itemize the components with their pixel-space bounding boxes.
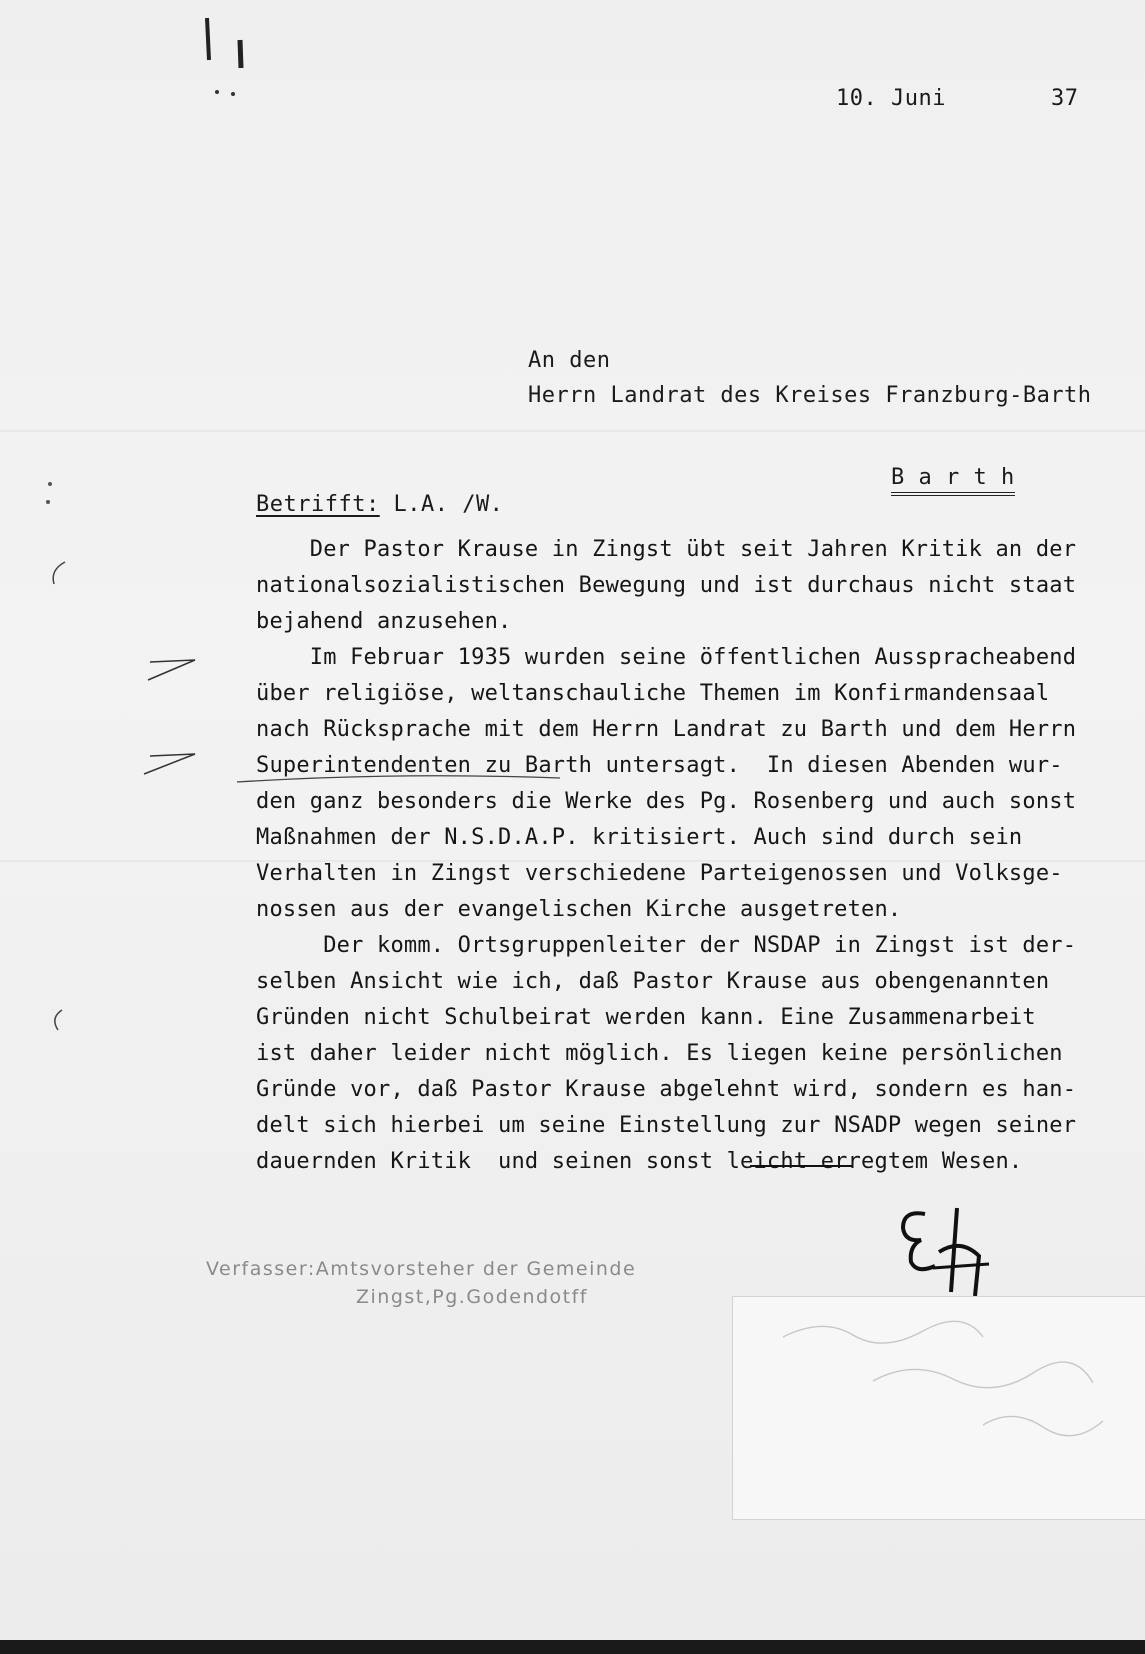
pasted-note: [732, 1296, 1145, 1520]
punch-marks: [195, 12, 255, 102]
body-line: Verhalten in Zingst verschiedene Parteigenossen und Volksge-: [256, 861, 1063, 886]
subject-ref: L.A. /W.: [393, 492, 504, 517]
body-line: bejahend anzusehen.: [256, 609, 512, 634]
author-stamp-line-1: Verfasser:Amtsvorsteher der Gemeinde: [206, 1258, 637, 1280]
body-line: Gründen nicht Schulbeirat werden kann. Eine Zusammenarbeit: [256, 1005, 1036, 1030]
letter-year: 37: [1051, 86, 1079, 111]
margin-annotations: [40, 470, 210, 1030]
body-line: delt sich hierbei um seine Einstellung zur NSADP wegen seiner: [256, 1113, 1077, 1138]
body-line: Maßnahmen der N.S.D.A.P. kritisiert. Auch sind durch sein: [256, 825, 1023, 850]
recipient-city-text: B a r t h: [891, 465, 1015, 496]
body-line: nach Rücksprache mit dem Herrn Landrat zu Barth und dem Herrn: [256, 717, 1077, 742]
author-stamp-line-2: Zingst,Pg.Godendotff: [356, 1286, 588, 1308]
strike-through: [748, 1156, 858, 1176]
faint-pencil-note: [733, 1297, 1145, 1519]
subject-label: Betrifft:: [256, 492, 380, 517]
recipient-line-1: An den: [528, 348, 611, 373]
recipient-city: [836, 440, 1015, 515]
body-line: selben Ansicht wie ich, daß Pastor Krause aus obengenannten: [256, 969, 1050, 994]
body-line: nossen aus der evangelischen Kirche ausgetreten.: [256, 897, 902, 922]
body-line: den ganz besonders die Werke des Pg. Rosenberg und auch sonst: [256, 789, 1077, 814]
pencil-underline: [235, 770, 565, 790]
letter-date: 10. Juni: [836, 86, 946, 111]
body-line: über religiöse, weltanschauliche Themen im Konfirmandensaal: [256, 681, 1050, 706]
body-line: Gründe vor, daß Pastor Krause abgelehnt wird, sondern es han-: [256, 1077, 1077, 1102]
recipient-line-2: Herrn Landrat des Kreises Franzburg-Barth: [528, 383, 1092, 408]
body-line: Superintendenten zu Barth untersagt. In diesen Abenden wur-: [256, 753, 1063, 778]
body-line: Der komm. Ortsgruppenleiter der NSDAP in Zingst ist der-: [256, 933, 1077, 958]
paper-fold: [0, 430, 1145, 432]
body-line: Im Februar 1935 wurden seine öffentlichen Ausspracheabend: [256, 645, 1077, 670]
body-line: Der Pastor Krause in Zingst übt seit Jahren Kritik an der: [256, 537, 1077, 562]
body-line: dauernden Kritik und seinen sonst leicht erregtem Wesen.: [256, 1149, 1023, 1174]
subject-line: [256, 492, 503, 517]
body-line: ist daher leider nicht möglich. Es liegen keine persönlichen: [256, 1041, 1063, 1066]
body-line: nationalsozialistischen Bewegung und ist durchaus nicht staat: [256, 573, 1077, 598]
signature: [895, 1200, 1005, 1305]
